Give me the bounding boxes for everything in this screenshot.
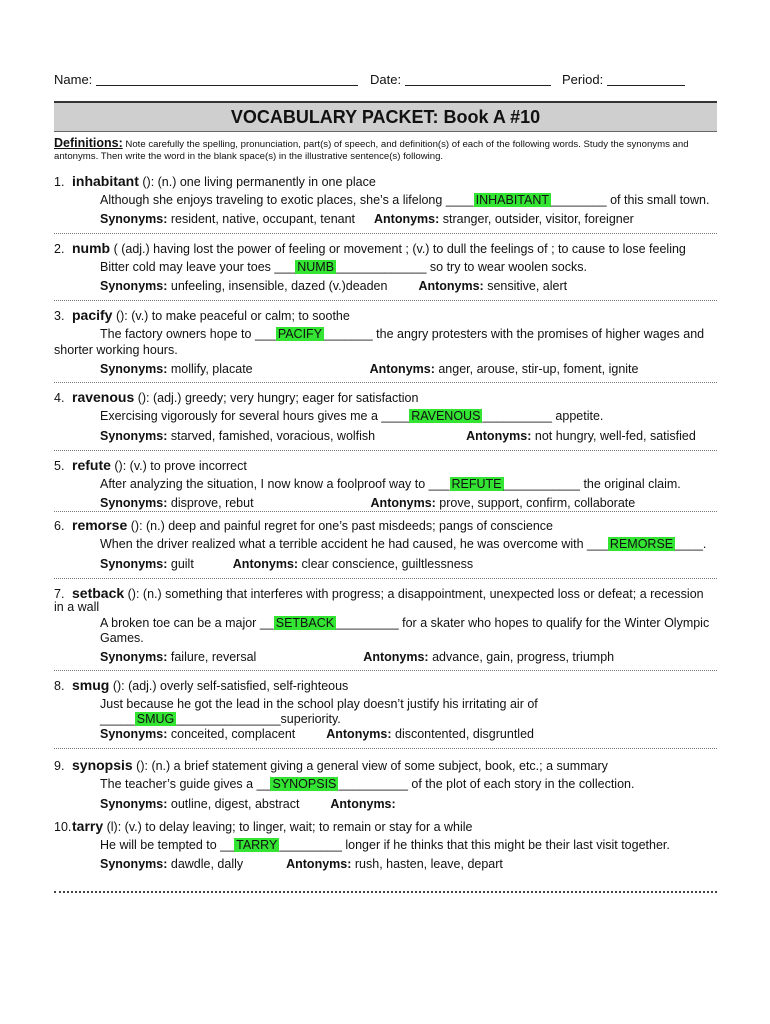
entry-number: 4. [54, 391, 65, 405]
answer-highlight[interactable]: INHABITANT [475, 193, 550, 207]
entry-definition-continued: in a wall [54, 600, 100, 614]
entry-sentence [100, 777, 634, 791]
entry-word: numb [72, 240, 111, 256]
period-field[interactable] [562, 72, 685, 87]
synonyms-label: Synonyms: [100, 857, 168, 871]
entry-divider [54, 748, 717, 749]
entry-syn-ant [100, 362, 638, 376]
entry-sentence-line2 [100, 712, 341, 726]
synonyms-label: Synonyms: [100, 496, 168, 510]
entry-syn-ant [100, 212, 634, 226]
antonyms-label: Antonyms: [363, 650, 429, 664]
entry-word: pacify [72, 307, 113, 323]
synonyms-text: guilt [170, 557, 194, 571]
antonyms-text: not hungry, well-fed, satisfied [534, 429, 696, 443]
antonyms-text: prove, support, confirm, collaborate [439, 496, 636, 510]
synonyms-text: conceited, complacent [170, 727, 296, 741]
entry-number: 3. [54, 309, 65, 323]
antonyms-text: discontented, disgruntled [395, 727, 534, 741]
sentence-before: Bitter cold may leave your toes ___ [100, 260, 296, 274]
antonyms-label: Antonyms: [326, 727, 392, 741]
antonyms-text: sensitive, alert [487, 279, 568, 293]
name-field[interactable] [54, 72, 358, 87]
sentence-after: _____________ so try to wear woolen socks. [336, 260, 587, 274]
entry-word: setback [72, 585, 125, 601]
entry-divider [54, 450, 717, 451]
entry-definition: (): (v.) to make peaceful or calm; to soothe [112, 309, 350, 323]
entry-definition-line [54, 389, 418, 405]
antonyms-label: Antonyms: [286, 857, 352, 871]
sentence-before: He will be tempted to __ [100, 838, 235, 852]
entry-divider [54, 578, 717, 579]
sentence-after: ________ of this small town. [551, 193, 710, 207]
sentence-before: When the driver realized what a terrible accident he had caused, he was overcome with ___ [100, 537, 608, 551]
synonyms-label: Synonyms: [100, 557, 168, 571]
entry-definition: (l): (v.) to delay leaving; to linger, wait; to remain or stay for a while [103, 820, 473, 834]
entry-definition: (): (n.) deep and painful regret for one’s past misdeeds; pangs of conscience [127, 519, 553, 533]
entry-definition: (): (adj.) overly self-satisfied, self-righteous [109, 679, 349, 693]
entry-sentence [100, 260, 587, 274]
answer-highlight[interactable]: REMORSE [609, 537, 674, 551]
entry-definition-line [54, 677, 348, 693]
synonyms-text: resident, native, occupant, tenant [170, 212, 356, 226]
synonyms-label: Synonyms: [100, 650, 168, 664]
sentence-before: After analyzing the situation, I now know a foolproof way to ___ [100, 477, 450, 491]
answer-highlight[interactable]: TARRY [236, 838, 278, 852]
entry-number: 1. [54, 175, 65, 189]
entry-definition-line [54, 457, 247, 473]
entry-syn-ant [100, 727, 534, 741]
entry-sentence [100, 477, 681, 491]
entry-syn-ant [100, 797, 396, 811]
entry-word: inhabitant [72, 173, 139, 189]
synonyms-text: dawdle, dally [170, 857, 244, 871]
entry-divider [54, 511, 717, 512]
page-title: VOCABULARY PACKET: Book A #10 [54, 101, 717, 132]
sentence-after: __________ of the plot of each story in the collection. [338, 777, 635, 791]
entry-sentence [100, 537, 706, 551]
entry-definition: (): (n.) one living permanently in one place [138, 175, 376, 189]
synonyms-text: starved, famished, voracious, wolfish [170, 429, 376, 443]
entry-definition: ( (adj.) having lost the power of feeling or movement ; (v.) to dull the feelings of ; to cause to lose feeling [110, 242, 686, 256]
answer-highlight[interactable]: SMUG [136, 712, 175, 726]
entry-word: ravenous [72, 389, 135, 405]
definitions-heading: Definitions: [54, 136, 123, 150]
entry-syn-ant [100, 857, 503, 871]
sentence-after: ____. [675, 537, 707, 551]
synonyms-label: Synonyms: [100, 797, 168, 811]
synonyms-text: outline, digest, abstract [170, 797, 300, 811]
sentence-before: A broken toe can be a major __ [100, 616, 274, 630]
answer-highlight[interactable]: NUMB [297, 260, 335, 274]
entry-definition-line [54, 585, 704, 601]
entry-definition: (): (adj.) greedy; very hungry; eager for satisfaction [134, 391, 419, 405]
antonyms-text: advance, gain, progress, triumph [432, 650, 615, 664]
entry-sentence-continued: Games. [100, 631, 144, 645]
entry-sentence [100, 327, 704, 341]
entry-definition-line [54, 757, 608, 773]
sentence-after: ___________ the original claim. [503, 477, 681, 491]
entry-word: remorse [72, 517, 128, 533]
entry-sentence-continued: shorter working hours. [54, 343, 178, 357]
entry-definition: (): (v.) to prove incorrect [110, 459, 247, 473]
entry-definition-line [54, 517, 553, 533]
entry-word: tarry [72, 818, 104, 834]
entry-number: 2. [54, 242, 65, 256]
entry-definition: (): (n.) a brief statement giving a general view of some subject, book, etc.; a summary [132, 759, 608, 773]
sentence-before: Although she enjoys traveling to exotic places, she’s a lifelong ____ [100, 193, 474, 207]
date-field[interactable] [370, 72, 551, 87]
period-label: Period: [562, 72, 604, 87]
synonyms-label: Synonyms: [100, 362, 168, 376]
synonyms-label: Synonyms: [100, 279, 168, 293]
antonyms-label: Antonyms: [330, 797, 396, 811]
antonyms-label: Antonyms: [369, 362, 435, 376]
answer-highlight[interactable]: SETBACK [275, 616, 335, 630]
answer-highlight[interactable]: PACIFY [277, 327, 323, 341]
entry-word: smug [72, 677, 110, 693]
sentence-before: The teacher’s guide gives a __ [100, 777, 271, 791]
synonyms-text: disprove, rebut [170, 496, 254, 510]
entry-syn-ant [100, 557, 473, 571]
entry-number: 6. [54, 519, 65, 533]
antonyms-text: anger, arouse, stir-up, foment, ignite [438, 362, 639, 376]
sentence-before: Exercising vigorously for several hours gives me a ____ [100, 409, 410, 423]
entry-divider [54, 382, 717, 383]
sentence-after: _________ longer if he thinks that this might be their last visit together. [279, 838, 670, 852]
antonyms-text: rush, hasten, leave, depart [354, 857, 503, 871]
sentence-after: _______________superiority. [176, 712, 341, 726]
antonyms-label: Antonyms: [370, 496, 436, 510]
synonyms-label: Synonyms: [100, 727, 168, 741]
antonyms-text: clear conscience, guiltlessness [301, 557, 474, 571]
antonyms-text: stranger, outsider, visitor, foreigner [442, 212, 634, 226]
entry-number: 8. [54, 679, 65, 693]
answer-highlight[interactable]: SYNOPSIS [272, 777, 337, 791]
definitions-text: Note carefully the spelling, pronunciation, part(s) of speech, and definition(s) of each of the following words. Study the synonyms and antonyms. Then write the word in the blank space(s) in the illustrative sentence(s) following. [54, 139, 689, 162]
name-blank[interactable] [96, 72, 358, 86]
entry-sentence [100, 193, 709, 207]
entry-divider [54, 233, 717, 234]
entry-syn-ant [100, 429, 696, 443]
header-row [54, 72, 714, 90]
bottom-divider [54, 891, 717, 893]
name-label: Name: [54, 72, 93, 87]
entry-sentence [100, 616, 709, 630]
entry-divider [54, 670, 717, 671]
entry-definition-line [54, 307, 350, 323]
sentence-after: __________ appetite. [482, 409, 604, 423]
entry-syn-ant [100, 496, 635, 510]
antonyms-label: Antonyms: [466, 429, 532, 443]
sentence-after: _________ for a skater who hopes to qualify for the Winter Olympic [336, 616, 710, 630]
sentence-before: _____ [100, 712, 135, 726]
antonyms-label: Antonyms: [418, 279, 484, 293]
date-label: Date: [370, 72, 402, 87]
synonyms-text: failure, reversal [170, 650, 257, 664]
sentence-after: _______ the angry protesters with the promises of higher wages and [324, 327, 705, 341]
entry-syn-ant [100, 650, 614, 664]
entry-sentence [100, 409, 603, 423]
entry-word: synopsis [72, 757, 133, 773]
entry-definition-line [54, 173, 376, 189]
entry-number: 10. [54, 820, 72, 834]
period-blank[interactable] [607, 72, 685, 86]
definitions-instructions [54, 137, 717, 163]
answer-highlight[interactable]: REFUTE [451, 477, 502, 491]
synonyms-label: Synonyms: [100, 212, 168, 226]
entry-sentence [100, 838, 670, 852]
antonyms-label: Antonyms: [232, 557, 299, 571]
entry-number: 7. [54, 587, 65, 601]
synonyms-text: mollify, placate [170, 362, 253, 376]
entry-number: 5. [54, 459, 65, 473]
synonyms-label: Synonyms: [100, 429, 168, 443]
entry-number: 9. [54, 759, 65, 773]
date-blank[interactable] [405, 72, 551, 86]
antonyms-label: Antonyms: [374, 212, 440, 226]
synonyms-text: unfeeling, insensible, dazed (v.)deaden [170, 279, 388, 293]
entry-sentence: Just because he got the lead in the school play doesn’t justify his irritating air of [100, 697, 538, 711]
entry-definition: (): (n.) something that interferes with progress; a disappointment, unexpected loss or defeat; a recession [124, 587, 704, 601]
answer-highlight[interactable]: RAVENOUS [411, 409, 481, 423]
entry-definition-line [54, 818, 473, 834]
entry-divider [54, 300, 717, 301]
entry-definition-line [54, 240, 686, 256]
sentence-before: The factory owners hope to ___ [100, 327, 276, 341]
entry-syn-ant [100, 279, 567, 293]
entry-word: refute [72, 457, 111, 473]
